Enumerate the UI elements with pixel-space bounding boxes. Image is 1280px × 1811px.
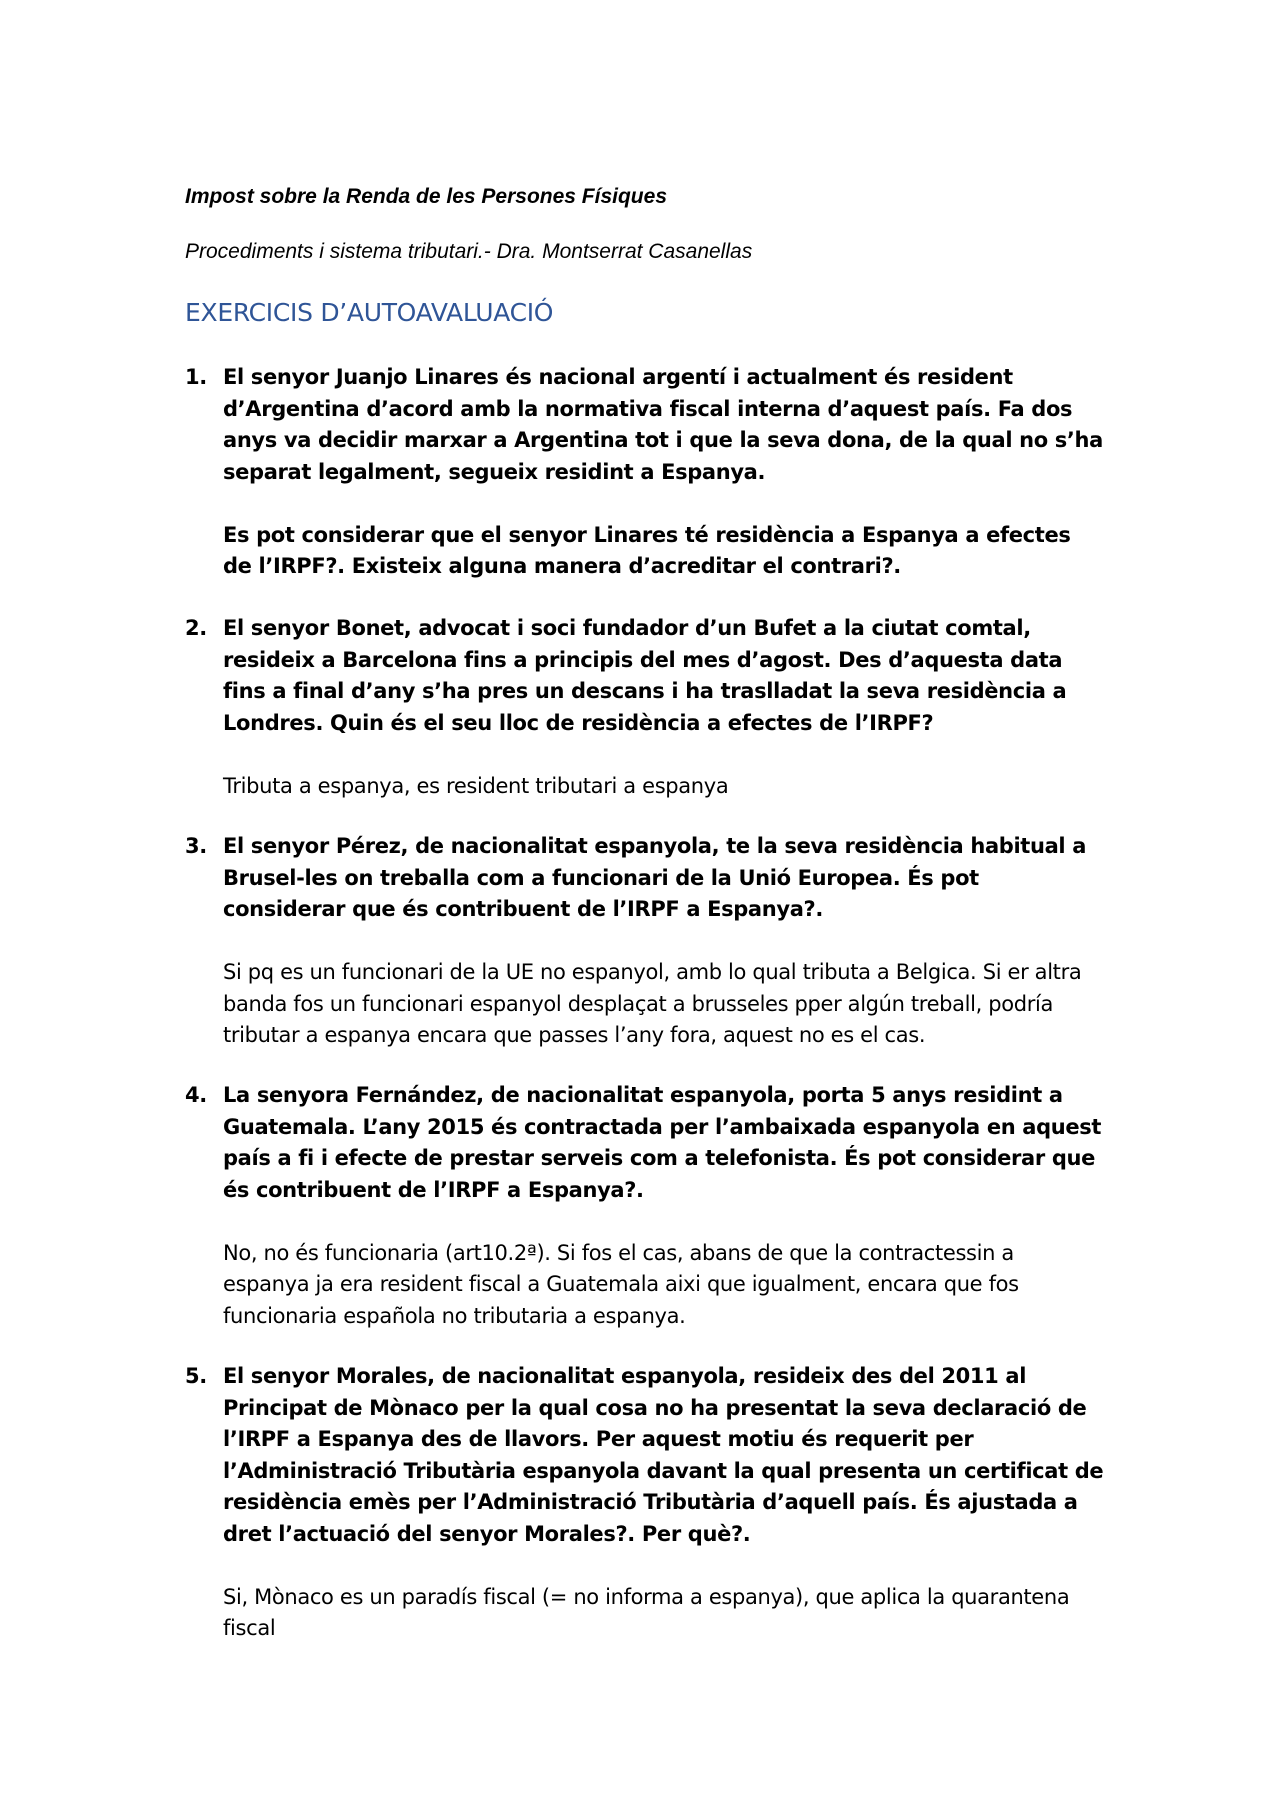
exercise-number: 2. [185,616,207,640]
exercise-answer: Si, Mònaco es un paradís fiscal (= no informa a espanya), que aplica la quarantena fiscal [223,1584,1070,1640]
exercise-body [223,1361,1105,1645]
exercise-body [223,362,1105,583]
exercise-body [223,613,1105,802]
document-header-title: Impost sobre la Renda de les Persones Físiques [185,185,667,208]
section-heading: EXERCICIS D’AUTOAVALUACIÓ [185,298,554,327]
exercise-item [185,1080,1105,1332]
exercise-body [223,831,1105,1052]
exercise-item [185,1361,1105,1645]
exercise-question: El senyor Bonet, advocat i soci fundador d’un Bufet a la ciutat comtal, resideix a Barcelona fins a principis del mes d’agost. Des d’aquesta data fins a final d’any s’ha pres un descans i ha traslladat la seva residència a Londres. Quin és el seu lloc de residència a efectes de l’IRPF? [223,616,1067,735]
exercise-item [185,613,1105,802]
exercise-question: El senyor Morales, de nacionalitat espanyola, resideix des del 2011 al Principat de Mònaco per la qual cosa no ha presentat la seva declaració de l’IRPF a Espanya des de llavors. Per aquest motiu és requerit per l’Administració Tributària espanyola davant la qual presenta un certificat de residència emès per l’Administració Tributària d’aquell país. És ajustada a dret l’actuació del senyor Morales?. Per què?. [223,1364,1104,1546]
exercise-body [223,1080,1105,1332]
exercise-number: 4. [185,1083,207,1107]
exercise-answer: Si pq es un funcionari de la UE no espanyol, amb lo qual tributa a Belgica. Si er altra banda fos un funcionari espanyol desplaçat a brusseles pper algún treball, podría tributar a espanya encara que passes l’any fora, aquest no es el cas. [223,960,1082,1047]
exercise-number: 1. [185,365,207,389]
exercise-number: 3. [185,834,207,858]
exercise-number: 5. [185,1364,207,1388]
exercise-answer: Tributa a espanya, es resident tributari a espanya [223,773,729,798]
exercise-question: El senyor Pérez, de nacionalitat espanyola, te la seva residència habitual a Brusel-les on treballa com a funcionari de la Unió Europea. És pot considerar que és contribuent de l’IRPF a Espanya?. [223,834,1087,921]
exercise-item [185,831,1105,1052]
document-header-subtitle: Procediments i sistema tributari.- Dra. Montserrat Casanellas [185,240,753,263]
exercise-item [185,362,1105,583]
exercise-question: La senyora Fernández, de nacionalitat espanyola, porta 5 anys residint a Guatemala. L’any 2015 és contractada per l’ambaixada espanyola en aquest país a fi i efecte de prestar serveis com a telefonista. És pot considerar que és contribuent de l’IRPF a Espanya?. [223,1083,1102,1202]
exercise-question: El senyor Juanjo Linares és nacional argentí i actualment és resident d’Argentina d’acord amb la normativa fiscal interna d’aquest país. Fa dos anys va decidir marxar a Argentina tot i que la seva dona, de la qual no s’ha separat legalment, segueix residint a Espanya. [223,365,1103,484]
exercise-answer: No, no és funcionaria (art10.2ª). Si fos el cas, abans de que la contractessin a espanya ja era resident fiscal a Guatemala aixi que igualment, encara que fos funcionaria española no tributaria a espanya. [223,1240,1019,1328]
exercise-question: Es pot considerar que el senyor Linares té residència a Espanya a efectes de l’IRPF?. Existeix alguna manera d’acreditar el contrari?. [223,522,1071,578]
